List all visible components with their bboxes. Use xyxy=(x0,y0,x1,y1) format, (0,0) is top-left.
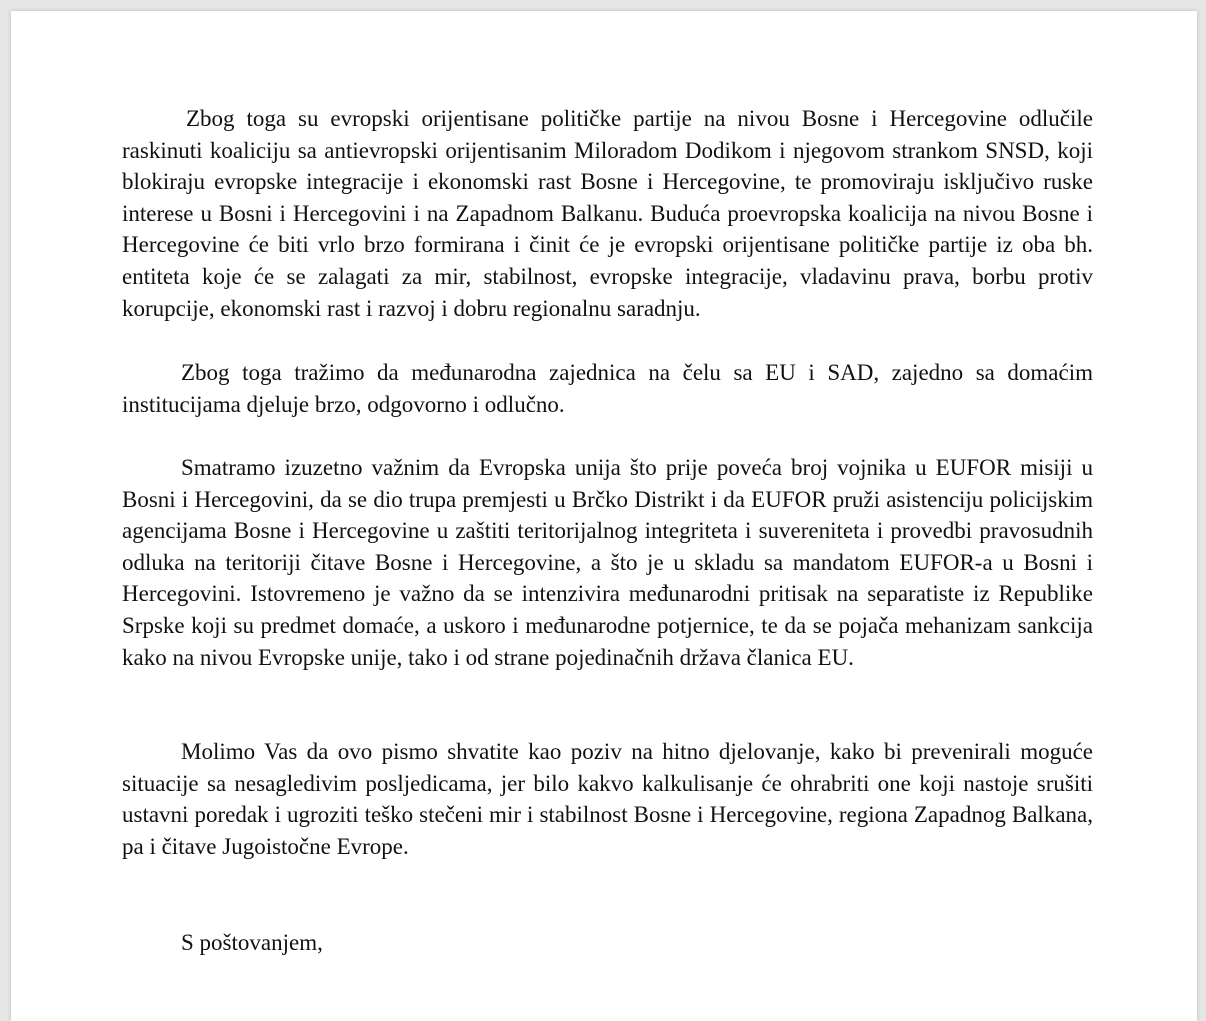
paragraph-request: Zbog toga tražimo da međunarodna zajednica na čelu sa EU i SAD, zajedno sa domaćim institucijama djeluje brzo, odgovorno i odlučno. xyxy=(122,360,1093,417)
closing-salutation: S poštovanjem, xyxy=(181,930,323,955)
document-page xyxy=(11,11,1197,1021)
paragraph-coalition: Zbog toga su evropski orijentisane političke partije na nivou Bosne i Hercegovine odlučile raskinuti koaliciju sa antievropski orijentisanim Miloradom Dodikom i njegovom strankom SNSD, koji blokiraju evropske integracije i ekonomski rast Bosne i Hercegovine, te promoviraju isključivo ruske interese u Bosni i Hercegovini i na Zapadnom Balkanu. Buduća proevropska koalicija na nivou Bosne i Hercegovine će biti vrlo brzo formirana i činit će je evropski orijentisane političke partije iz oba bh. entiteta koje će se zalagati za mir, stabilnost, evropske integracije, vladavinu prava, borbu protiv korupcije, ekonomski rast i razvoj i dobru regionalnu saradnju. xyxy=(122,106,1093,321)
paragraph-appeal: Molimo Vas da ovo pismo shvatite kao poziv na hitno djelovanje, kako bi prevenirali moguće situacije sa nesagledivim posljedicama, jer bilo kakvo kalkulisanje će ohrabriti one koji nastoje srušiti ustavni poredak i ugroziti teško stečeni mir i stabilnost Bosne i Hercegovine, regiona Zapadnog Balkana, pa i čitave Jugoistočne Evrope. xyxy=(122,739,1093,859)
paragraph-eufor: Smatramo izuzetno važnim da Evropska unija što prije poveća broj vojnika u EUFOR misiji u Bosni i Hercegovini, da se dio trupa premjesti u Brčko Distrikt i da EUFOR pruži asistenciju policijskim agencijama Bosne i Hercegovine u zaštiti teritorijalnog integriteta i suvereniteta i provedbi pravosudnih odluka na teritoriji čitave Bosne i Hercegovine, a što je u skladu sa mandatom EUFOR-a u Bosni i Hercegovini. Istovremeno je važno da se intenzivira međunarodni pritisak na separatiste iz Republike Srpske koji su predmet domaće, a uskoro i međunarodne potjernice, te da se pojača mehanizam sankcija kako na nivou Evropske unije, tako i od strane pojedinačnih država članica EU. xyxy=(122,455,1093,670)
